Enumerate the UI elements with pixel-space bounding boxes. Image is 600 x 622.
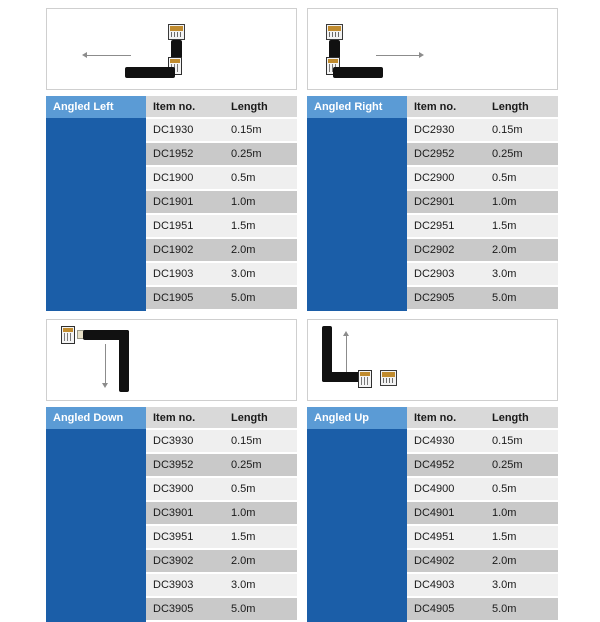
cell-item-no: DC4900 xyxy=(407,477,485,501)
cell-length: 0.25m xyxy=(485,453,558,477)
table-row xyxy=(407,477,558,501)
table-row xyxy=(407,142,558,166)
panel-name-cell xyxy=(307,96,407,311)
cable-angled-right-icon-plug xyxy=(326,24,343,40)
column-header-item-no: Item no. xyxy=(407,96,485,118)
diagram-angled-down xyxy=(46,319,297,401)
table-row xyxy=(407,214,558,238)
column-header-item-no: Item no. xyxy=(146,96,224,118)
panel-title-angled-up: Angled Up xyxy=(307,407,407,429)
direction-arrow-head-up xyxy=(343,331,349,336)
direction-arrow-line xyxy=(87,55,131,56)
cell-item-no: DC3952 xyxy=(146,453,224,477)
cell-length: 0.5m xyxy=(224,477,297,501)
cell-item-no: DC2930 xyxy=(407,118,485,142)
cell-length: 3.0m xyxy=(224,262,297,286)
cell-length: 0.15m xyxy=(485,118,558,142)
cell-item-no: DC1951 xyxy=(146,214,224,238)
diagram-angled-up xyxy=(307,319,558,401)
cell-length: 0.25m xyxy=(485,142,558,166)
diagram-angled-left xyxy=(46,8,297,90)
table-row xyxy=(146,214,297,238)
cell-item-no: DC1952 xyxy=(146,142,224,166)
panel-angled-up xyxy=(307,319,558,622)
cell-item-no: DC4952 xyxy=(407,453,485,477)
cell-item-no: DC2952 xyxy=(407,142,485,166)
cell-length: 5.0m xyxy=(485,597,558,621)
cell-item-no: DC3951 xyxy=(146,525,224,549)
cell-length: 0.5m xyxy=(485,166,558,190)
cell-item-no: DC4902 xyxy=(407,549,485,573)
cell-item-no: DC1902 xyxy=(146,238,224,262)
column-header-item-no: Item no. xyxy=(146,407,224,429)
cell-item-no: DC3901 xyxy=(146,501,224,525)
cell-item-no: DC4901 xyxy=(407,501,485,525)
column-header-length: Length xyxy=(224,407,297,429)
cell-item-no: DC4903 xyxy=(407,573,485,597)
cell-length: 1.5m xyxy=(485,214,558,238)
cell-item-no: DC1900 xyxy=(146,166,224,190)
direction-arrow-line xyxy=(105,344,106,384)
table-row xyxy=(407,501,558,525)
cell-length: 0.5m xyxy=(224,166,297,190)
table-row xyxy=(146,142,297,166)
panel-title-angled-down: Angled Down xyxy=(46,407,146,429)
table-row xyxy=(146,501,297,525)
table-row xyxy=(146,477,297,501)
table-row xyxy=(407,549,558,573)
table-row xyxy=(146,573,297,597)
cell-item-no: DC2901 xyxy=(407,190,485,214)
cable-horizontal-segment xyxy=(125,67,175,78)
cell-length: 2.0m xyxy=(485,549,558,573)
table-row xyxy=(407,525,558,549)
cell-length: 3.0m xyxy=(485,262,558,286)
table-row xyxy=(407,238,558,262)
column-header-item-no: Item no. xyxy=(407,407,485,429)
cable-horizontal-segment xyxy=(333,67,383,78)
cell-length: 0.15m xyxy=(485,429,558,453)
cell-item-no: DC4905 xyxy=(407,597,485,621)
table-row xyxy=(146,262,297,286)
table-row xyxy=(407,166,558,190)
cell-length: 0.25m xyxy=(224,453,297,477)
cell-length: 0.25m xyxy=(224,142,297,166)
cell-length: 1.0m xyxy=(224,501,297,525)
cell-item-no: DC3930 xyxy=(146,429,224,453)
cell-item-no: DC2900 xyxy=(407,166,485,190)
table-row xyxy=(407,429,558,453)
panel-angled-left xyxy=(46,8,297,311)
cell-item-no: DC3903 xyxy=(146,573,224,597)
cell-length: 2.0m xyxy=(224,549,297,573)
table-row xyxy=(146,525,297,549)
cell-length: 1.0m xyxy=(485,501,558,525)
cell-length: 3.0m xyxy=(224,573,297,597)
cell-item-no: DC1905 xyxy=(146,286,224,310)
table-row xyxy=(146,429,297,453)
cell-length: 0.5m xyxy=(485,477,558,501)
table-row xyxy=(407,573,558,597)
table-row xyxy=(146,286,297,310)
direction-arrow-head-left xyxy=(82,52,87,58)
table-row xyxy=(407,262,558,286)
cell-length: 1.0m xyxy=(224,190,297,214)
diagram-angled-right xyxy=(307,8,558,90)
cell-item-no: DC3902 xyxy=(146,549,224,573)
column-header-length: Length xyxy=(485,96,558,118)
cell-item-no: DC2902 xyxy=(407,238,485,262)
panel-grid xyxy=(46,8,558,622)
cell-item-no: DC3900 xyxy=(146,477,224,501)
cable-vertical-segment xyxy=(119,330,129,392)
panel-name-cell xyxy=(46,407,146,622)
cell-length: 2.0m xyxy=(224,238,297,262)
cell-length: 5.0m xyxy=(224,286,297,310)
table-row xyxy=(146,549,297,573)
table-row xyxy=(407,453,558,477)
cable-angled-down-icon-jack xyxy=(61,326,75,344)
cell-item-no: DC1903 xyxy=(146,262,224,286)
panel-angled-down xyxy=(46,319,297,622)
cell-length: 3.0m xyxy=(485,573,558,597)
direction-arrow-head-right xyxy=(419,52,424,58)
table-row xyxy=(407,286,558,310)
table-row xyxy=(146,190,297,214)
direction-arrow-head-down xyxy=(102,383,108,388)
panel-title-angled-right: Angled Right xyxy=(307,96,407,118)
cell-item-no: DC4951 xyxy=(407,525,485,549)
cell-item-no: DC2903 xyxy=(407,262,485,286)
cable-angled-left-icon-plug xyxy=(168,24,185,40)
cell-item-no: DC4930 xyxy=(407,429,485,453)
direction-arrow-line xyxy=(346,336,347,372)
table-angled-left xyxy=(46,96,297,311)
panel-title-angled-left: Angled Left xyxy=(46,96,146,118)
cell-item-no: DC1901 xyxy=(146,190,224,214)
panel-angled-right xyxy=(307,8,558,311)
panel-name-cell xyxy=(307,407,407,622)
cell-length: 5.0m xyxy=(485,286,558,310)
table-row xyxy=(146,238,297,262)
cell-length: 1.5m xyxy=(224,214,297,238)
cell-item-no: DC3905 xyxy=(146,597,224,621)
table-row xyxy=(146,118,297,142)
cell-item-no: DC2905 xyxy=(407,286,485,310)
cell-length: 0.15m xyxy=(224,118,297,142)
table-angled-down xyxy=(46,407,297,622)
cell-length: 2.0m xyxy=(485,238,558,262)
cable-angled-up-icon-jack xyxy=(358,370,372,388)
table-row xyxy=(146,453,297,477)
cell-length: 5.0m xyxy=(224,597,297,621)
cell-length: 1.5m xyxy=(224,525,297,549)
table-row xyxy=(146,166,297,190)
table-angled-right xyxy=(307,96,558,311)
panel-name-cell xyxy=(46,96,146,311)
cell-length: 1.0m xyxy=(485,190,558,214)
cell-item-no: DC2951 xyxy=(407,214,485,238)
table-row xyxy=(407,597,558,621)
direction-arrow-line xyxy=(376,55,420,56)
cable-angled-up-icon-plug xyxy=(380,370,397,386)
table-row xyxy=(407,190,558,214)
cell-item-no: DC1930 xyxy=(146,118,224,142)
cell-length: 1.5m xyxy=(485,525,558,549)
column-header-length: Length xyxy=(485,407,558,429)
table-row xyxy=(146,597,297,621)
cell-length: 0.15m xyxy=(224,429,297,453)
column-header-length: Length xyxy=(224,96,297,118)
table-row xyxy=(407,118,558,142)
table-angled-up xyxy=(307,407,558,622)
